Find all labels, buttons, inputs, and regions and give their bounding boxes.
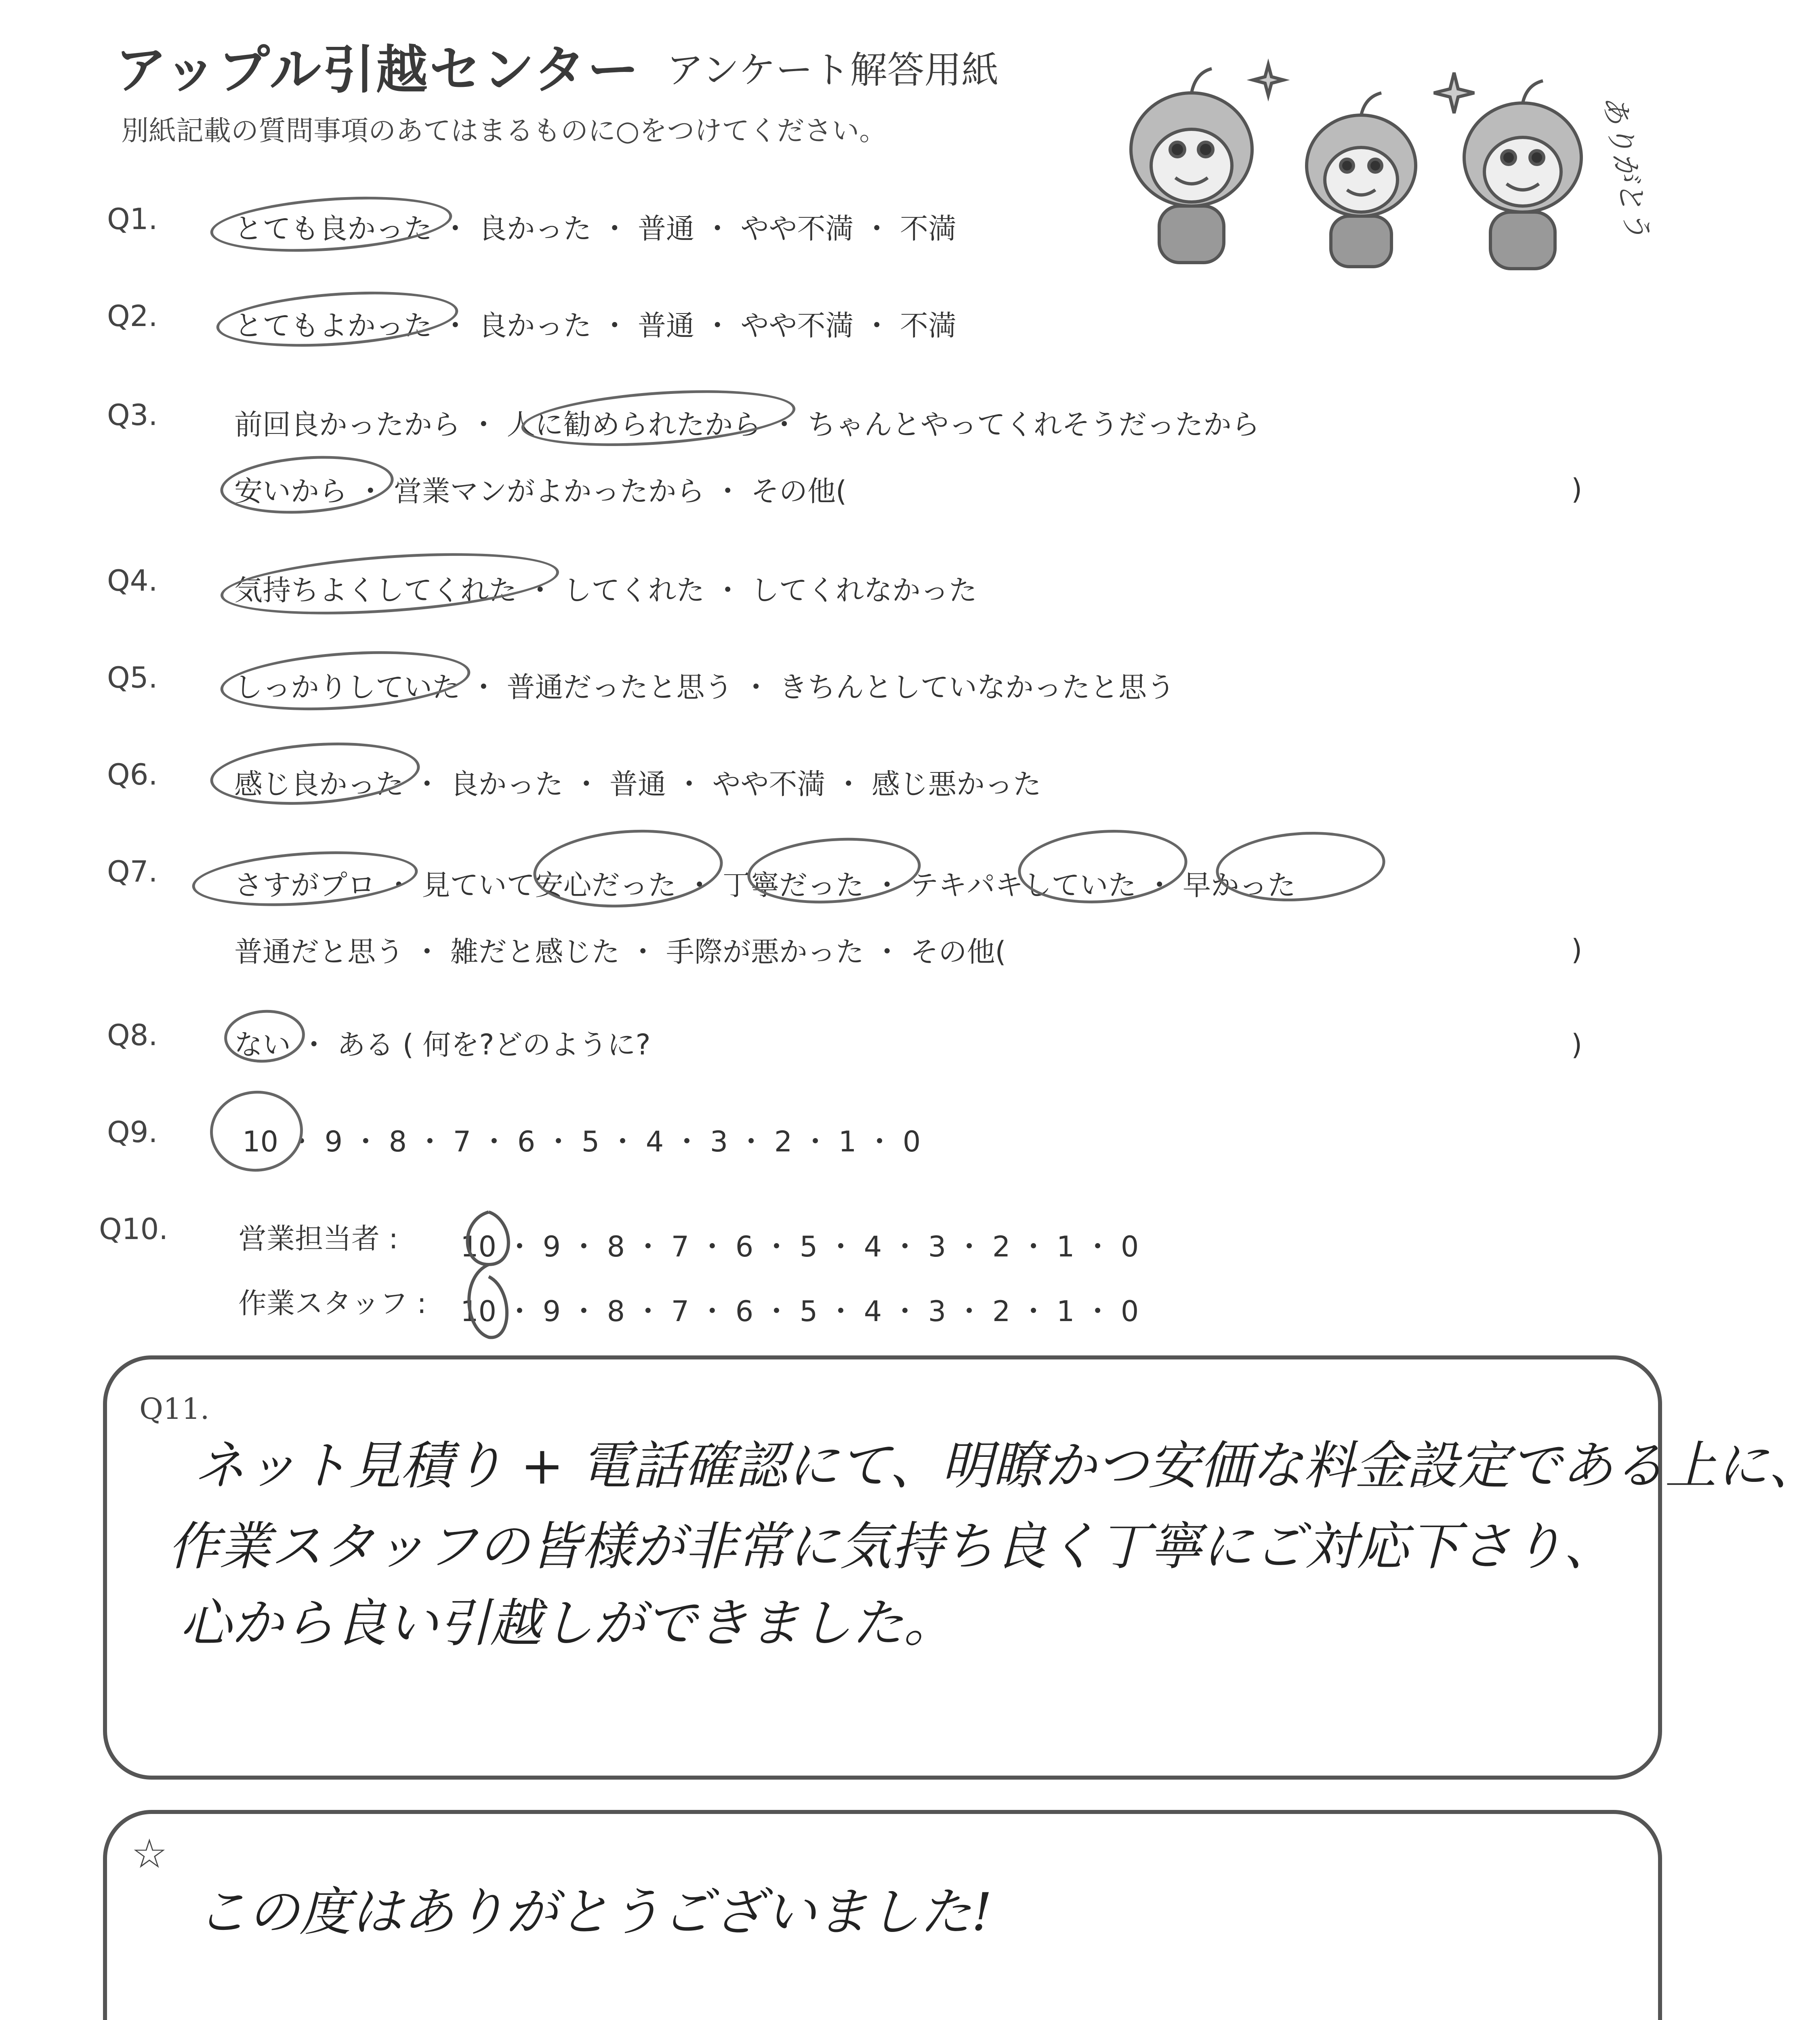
question-label: Q11. — [139, 1392, 210, 1426]
closing-paren: ) — [1571, 473, 1583, 506]
question-label: Q4. — [107, 564, 158, 598]
question-options: 10 ・ 9 ・ 8 ・ 7 ・ 6 ・ 5 ・ 4 ・ 3 ・ 2 ・ 1 ・ 0 — [242, 1125, 921, 1158]
question-options: 気持ちよくしてくれた ・ してくれた ・ してくれなかった — [234, 574, 977, 607]
question-label: Q2. — [107, 299, 158, 333]
closing-paren: ) — [1571, 1028, 1583, 1061]
staff-rating-scale: 10 ・ 9 ・ 8 ・ 7 ・ 6 ・ 5 ・ 4 ・ 3 ・ 2 ・ 1 ・ 0 — [460, 1295, 1139, 1328]
comment-text: この度はありがとうございました! — [196, 1882, 992, 1942]
selection-circle — [207, 1088, 305, 1175]
closing-paren: ) — [1571, 933, 1583, 966]
page-title: アップル引越センター — [115, 40, 641, 100]
q11-answer-box — [103, 1355, 1820, 1780]
question-label: Q9. — [107, 1115, 158, 1149]
selection-circle — [519, 382, 797, 454]
question-label: Q6. — [107, 758, 158, 791]
question-options: とてもよかった ・ 良かった ・ 普通 ・ やや不満 ・ 不満 — [234, 309, 957, 342]
question-label: Q1. — [107, 202, 158, 236]
selection-circle — [219, 644, 472, 718]
q11-answer-line1: ネット見積り + 電話確認にて、明瞭かつ安価な料金設定である上に、 — [194, 1436, 1820, 1496]
monkey-icon — [1131, 69, 1252, 263]
question-options: しっかりしていた ・ 普通だったと思う ・ きちんとしていなかったと思う — [234, 671, 1175, 704]
monkey-mascots-illustration — [1099, 48, 1656, 275]
question-label: Q8. — [107, 1018, 158, 1052]
question-label: Q5. — [107, 661, 158, 694]
monkey-icon — [1464, 81, 1581, 269]
question-options: とても良かった ・ 良かった ・ 普通 ・ やや不満 ・ 不満 — [234, 212, 957, 245]
selection-circle — [208, 189, 454, 259]
question-options: さすがプロ ・ 見ていて安心だった ・ 丁寧だった ・ テキパキしていた ・ 早かった — [234, 869, 1296, 902]
q11-answer-line2: 作業スタッフの皆様が非常に気持ち良く丁寧にご対応下さり、 — [168, 1517, 1616, 1577]
handwritten-selection-mark — [444, 1196, 525, 1357]
sales-rating-label: 営業担当者 : — [238, 1222, 398, 1255]
question-options: 前回良かったから ・ 人に勧められたから ・ ちゃんとやってくれそうだったから — [234, 408, 1260, 441]
star-icon: ☆ — [131, 1830, 168, 1877]
question-options: ない ・ ある ( 何を?どのように? — [234, 1028, 651, 1061]
question-options-line2: 安いから ・ 営業マンがよかったから ・ その他( — [234, 475, 847, 508]
question-label: Q7. — [107, 854, 158, 888]
comment-box — [103, 1810, 1662, 2020]
instruction-text: 別紙記載の質問事項のあてはまるものに○をつけてください。 — [121, 115, 887, 147]
page-subtitle: アンケート解答用紙 — [666, 48, 999, 92]
q11-answer-line3: 心から良い引越しができました。 — [180, 1593, 956, 1654]
sales-rating-scale: 10 ・ 9 ・ 8 ・ 7 ・ 6 ・ 5 ・ 4 ・ 3 ・ 2 ・ 1 ・ 0 — [460, 1230, 1139, 1263]
mascot-thanks-text: ありがとう — [1597, 92, 1656, 242]
question-label: Q3. — [107, 398, 158, 432]
selection-circle — [219, 544, 561, 624]
question-options-line2: 普通だと思う ・ 雑だと感じた ・ 手際が悪かった ・ その他( — [234, 935, 1006, 968]
staff-rating-label: 作業スタッフ : — [238, 1287, 427, 1320]
monkey-icon — [1307, 93, 1416, 267]
question-label: Q10. — [99, 1212, 168, 1246]
question-options: 感じ良かった ・ 良かった ・ 普通 ・ やや不満 ・ 感じ悪かった — [234, 768, 1042, 801]
